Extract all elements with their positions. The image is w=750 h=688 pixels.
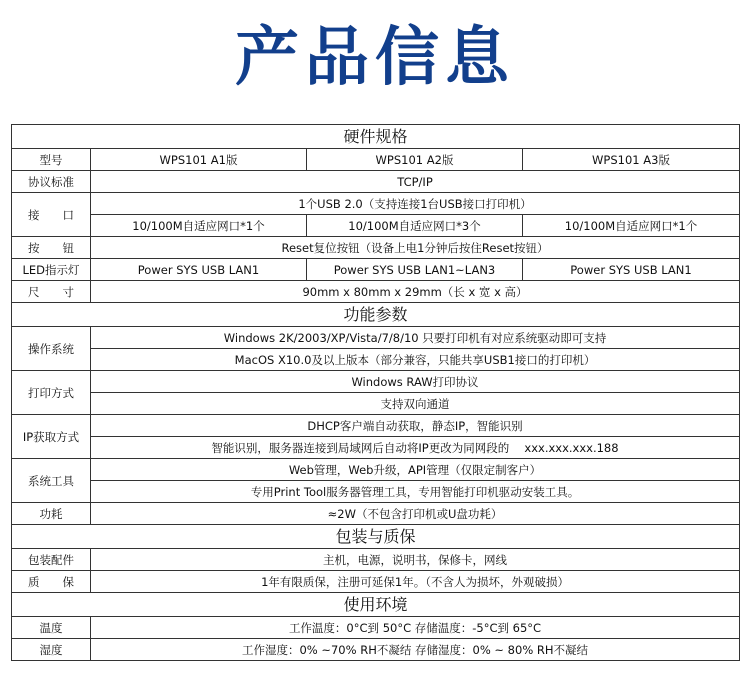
warranty-value: 1年有限质保，注册可延保1年。（不含人为损坏，外观破损） <box>91 571 740 593</box>
table-row-print-raw <box>12 371 740 393</box>
page-title: 产品信息 <box>235 21 515 95</box>
table-row-ip-dhcp <box>12 415 740 437</box>
tools-label: 系统工具 <box>12 459 91 503</box>
table-row-led <box>12 259 740 281</box>
led-a2: Power SYS USB LAN1~LAN3 <box>307 259 523 281</box>
table-row-power <box>12 503 740 525</box>
accessories-value: 主机，电源，说明书，保修卡，网线 <box>91 549 740 571</box>
tools-print-value: 专用Print Tool服务器管理工具，专用智能打印机驱动安装工具。 <box>91 481 740 503</box>
print-label: 打印方式 <box>12 371 91 415</box>
table-row-size <box>12 281 740 303</box>
interface-lan-a2: 10/100M自适应网口*3个 <box>307 215 523 237</box>
os-label: 操作系统 <box>12 327 91 371</box>
interface-lan-a3: 10/100M自适应网口*1个 <box>523 215 740 237</box>
table-row-ip-smart <box>12 437 740 459</box>
table-row-accessories <box>12 549 740 571</box>
table-row-interface-usb <box>12 193 740 215</box>
model-label: 型号 <box>12 149 91 171</box>
interface-lan-a1: 10/100M自适应网口*1个 <box>91 215 307 237</box>
os-mac-value: MacOS X10.0及以上版本（部分兼容，只能共享USB1接口的打印机） <box>91 349 740 371</box>
temperature-value: 工作温度：0°C到 50°C 存储温度：-5°C到 65°C <box>91 617 740 639</box>
power-value: ≈2W（不包含打印机或U盘功耗） <box>91 503 740 525</box>
print-raw-value: Windows RAW打印协议 <box>91 371 740 393</box>
warranty-label: 质 保 <box>12 571 91 593</box>
protocol-value: TCP/IP <box>91 171 740 193</box>
humidity-label: 湿度 <box>12 639 91 661</box>
power-label: 功耗 <box>12 503 91 525</box>
spec-table <box>11 124 740 661</box>
section-title-package: 包装与质保 <box>12 525 740 549</box>
led-a3: Power SYS USB LAN1 <box>523 259 740 281</box>
model-a3: WPS101 A3版 <box>523 149 740 171</box>
table-row-print-bidir <box>12 393 740 415</box>
ip-label: IP获取方式 <box>12 415 91 459</box>
section-row-hardware <box>12 125 740 149</box>
section-title-function: 功能参数 <box>12 303 740 327</box>
section-row-function <box>12 303 740 327</box>
table-row-humidity <box>12 639 740 661</box>
table-row-button <box>12 237 740 259</box>
table-row-warranty <box>12 571 740 593</box>
model-a2: WPS101 A2版 <box>307 149 523 171</box>
table-row-protocol <box>12 171 740 193</box>
led-a1: Power SYS USB LAN1 <box>91 259 307 281</box>
interface-label: 接 口 <box>12 193 91 237</box>
section-row-package <box>12 525 740 549</box>
temperature-label: 温度 <box>12 617 91 639</box>
print-bidir-value: 支持双向通道 <box>91 393 740 415</box>
section-title-environment: 使用环境 <box>12 593 740 617</box>
button-value: Reset复位按钮（设备上电1分钟后按住Reset按钮） <box>91 237 740 259</box>
humidity-value: 工作湿度：0% ~70% RH不凝结 存储湿度：0% ~ 80% RH不凝结 <box>91 639 740 661</box>
table-row-tools-print <box>12 481 740 503</box>
protocol-label: 协议标准 <box>12 171 91 193</box>
button-label: 按 钮 <box>12 237 91 259</box>
section-title-hardware: 硬件规格 <box>12 125 740 149</box>
ip-smart-value: 智能识别，服务器连接到局域网后自动将IP更改为同网段的 xxx.xxx.xxx.188 <box>91 437 740 459</box>
led-label: LED指示灯 <box>12 259 91 281</box>
tools-web-value: Web管理，Web升级，API管理（仅限定制客户） <box>91 459 740 481</box>
table-row-os-windows <box>12 327 740 349</box>
os-windows-value: Windows 2K/2003/XP/Vista/7/8/10 只要打印机有对应系统驱动即可支持 <box>91 327 740 349</box>
accessories-label: 包装配件 <box>12 549 91 571</box>
table-row-tools-web <box>12 459 740 481</box>
table-row-interface-lan <box>12 215 740 237</box>
model-a1: WPS101 A1版 <box>91 149 307 171</box>
section-row-environment <box>12 593 740 617</box>
table-row-model <box>12 149 740 171</box>
size-label: 尺 寸 <box>12 281 91 303</box>
size-value: 90mm x 80mm x 29mm（长 x 宽 x 高） <box>91 281 740 303</box>
ip-dhcp-value: DHCP客户端自动获取，静态IP，智能识别 <box>91 415 740 437</box>
table-row-os-mac <box>12 349 740 371</box>
interface-usb-value: 1个USB 2.0（支持连接1台USB接口打印机） <box>91 193 740 215</box>
table-row-temperature <box>12 617 740 639</box>
